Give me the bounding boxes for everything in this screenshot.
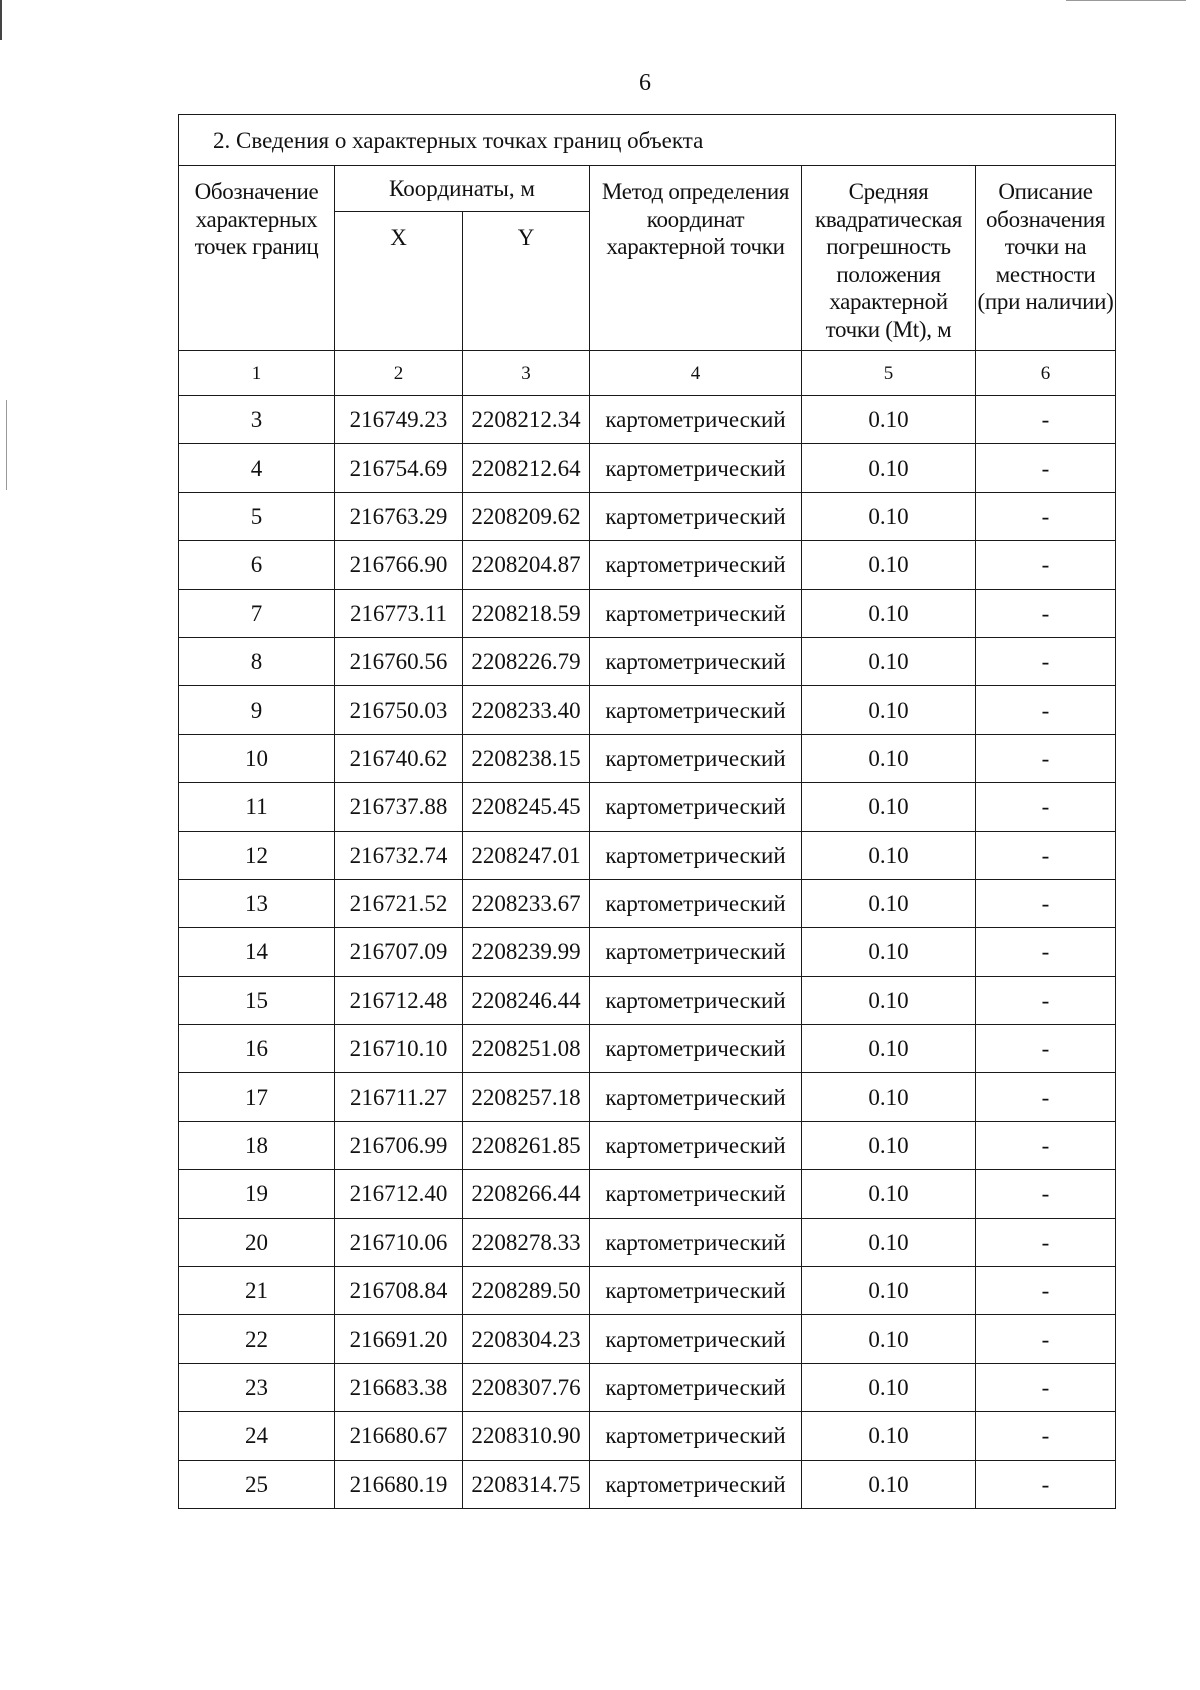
error-cell: 0.10 — [802, 831, 976, 879]
table-row — [179, 1121, 1116, 1169]
x-coordinate-cell: 216712.40 — [335, 1170, 463, 1218]
x-coordinate-cell: 216710.06 — [335, 1218, 463, 1266]
method-cell: картометрический — [590, 928, 802, 976]
point-id-cell: 7 — [179, 589, 335, 637]
error-cell: 0.10 — [802, 879, 976, 927]
table-row — [179, 879, 1116, 927]
table-row — [179, 492, 1116, 540]
error-cell: 0.10 — [802, 396, 976, 444]
y-coordinate-cell: 2208246.44 — [463, 976, 590, 1024]
description-cell: - — [976, 589, 1116, 637]
table-row — [179, 1363, 1116, 1411]
description-cell: - — [976, 1170, 1116, 1218]
description-cell: - — [976, 831, 1116, 879]
error-cell: 0.10 — [802, 1460, 976, 1508]
description-cell: - — [976, 1267, 1116, 1315]
y-coordinate-cell: 2208212.64 — [463, 444, 590, 492]
y-coordinate-cell: 2208239.99 — [463, 928, 590, 976]
method-cell: картометрический — [590, 492, 802, 540]
y-coordinate-cell: 2208278.33 — [463, 1218, 590, 1266]
error-cell: 0.10 — [802, 1267, 976, 1315]
description-cell: - — [976, 444, 1116, 492]
method-cell: картометрический — [590, 783, 802, 831]
y-coordinate-cell: 2208307.76 — [463, 1363, 590, 1411]
x-coordinate-cell: 216691.20 — [335, 1315, 463, 1363]
scan-mark — [1066, 0, 1186, 1]
method-cell: картометрический — [590, 1073, 802, 1121]
x-coordinate-cell: 216754.69 — [335, 444, 463, 492]
method-cell: картометрический — [590, 396, 802, 444]
description-cell: - — [976, 1412, 1116, 1460]
column-number: 2 — [335, 351, 463, 396]
x-coordinate-cell: 216711.27 — [335, 1073, 463, 1121]
method-cell: картометрический — [590, 637, 802, 685]
point-id-cell: 25 — [179, 1460, 335, 1508]
x-coordinate-cell: 216766.90 — [335, 541, 463, 589]
description-cell: - — [976, 734, 1116, 782]
column-number-row — [179, 351, 1116, 396]
x-coordinate-cell: 216773.11 — [335, 589, 463, 637]
table-row — [179, 1315, 1116, 1363]
x-coordinate-cell: 216708.84 — [335, 1267, 463, 1315]
method-cell: картометрический — [590, 1363, 802, 1411]
y-coordinate-cell: 2208261.85 — [463, 1121, 590, 1169]
point-id-cell: 14 — [179, 928, 335, 976]
table-row — [179, 1025, 1116, 1073]
x-coordinate-cell: 216683.38 — [335, 1363, 463, 1411]
table-row — [179, 734, 1116, 782]
description-cell: - — [976, 879, 1116, 927]
description-cell: - — [976, 1073, 1116, 1121]
point-id-cell: 4 — [179, 444, 335, 492]
x-coordinate-cell: 216737.88 — [335, 783, 463, 831]
x-coordinate-cell: 216710.10 — [335, 1025, 463, 1073]
method-cell: картометрический — [590, 444, 802, 492]
table-row — [179, 783, 1116, 831]
error-cell: 0.10 — [802, 1218, 976, 1266]
point-id-cell: 3 — [179, 396, 335, 444]
method-cell: картометрический — [590, 589, 802, 637]
method-cell: картометрический — [590, 1412, 802, 1460]
error-cell: 0.10 — [802, 1412, 976, 1460]
y-coordinate-cell: 2208233.67 — [463, 879, 590, 927]
scan-mark — [6, 400, 7, 490]
x-coordinate-cell: 216740.62 — [335, 734, 463, 782]
error-cell: 0.10 — [802, 637, 976, 685]
y-coordinate-cell: 2208310.90 — [463, 1412, 590, 1460]
error-cell: 0.10 — [802, 1363, 976, 1411]
error-cell: 0.10 — [802, 783, 976, 831]
scan-mark — [0, 0, 2, 40]
y-coordinate-cell: 2208233.40 — [463, 686, 590, 734]
column-number: 5 — [802, 351, 976, 396]
description-cell: - — [976, 1121, 1116, 1169]
method-cell: картометрический — [590, 686, 802, 734]
point-id-cell: 9 — [179, 686, 335, 734]
description-cell: - — [976, 396, 1116, 444]
x-coordinate-cell: 216706.99 — [335, 1121, 463, 1169]
method-cell: картометрический — [590, 831, 802, 879]
x-coordinate-cell: 216760.56 — [335, 637, 463, 685]
y-coordinate-cell: 2208245.45 — [463, 783, 590, 831]
point-id-cell: 12 — [179, 831, 335, 879]
x-coordinate-cell: 216749.23 — [335, 396, 463, 444]
table-row — [179, 396, 1116, 444]
y-coordinate-cell: 2208251.08 — [463, 1025, 590, 1073]
section-title-row — [179, 115, 1116, 166]
table-row — [179, 1073, 1116, 1121]
description-cell: - — [976, 1025, 1116, 1073]
description-cell: - — [976, 1363, 1116, 1411]
description-cell: - — [976, 541, 1116, 589]
method-cell: картометрический — [590, 1267, 802, 1315]
x-coordinate-cell: 216750.03 — [335, 686, 463, 734]
table-row — [179, 831, 1116, 879]
page-number: 6 — [639, 70, 651, 96]
x-coordinate-cell: 216732.74 — [335, 831, 463, 879]
y-coordinate-cell: 2208247.01 — [463, 831, 590, 879]
error-cell: 0.10 — [802, 541, 976, 589]
section-title: 2. Сведения о характерных точках границ объекта — [179, 115, 1116, 166]
description-cell: - — [976, 637, 1116, 685]
point-id-cell: 11 — [179, 783, 335, 831]
header-x: X — [335, 212, 463, 351]
header-method: Метод определения координат характерной точки — [590, 166, 802, 351]
y-coordinate-cell: 2208209.62 — [463, 492, 590, 540]
point-id-cell: 8 — [179, 637, 335, 685]
point-id-cell: 16 — [179, 1025, 335, 1073]
table-row — [179, 1412, 1116, 1460]
header-row — [179, 166, 1116, 212]
x-coordinate-cell: 216680.19 — [335, 1460, 463, 1508]
y-coordinate-cell: 2208289.50 — [463, 1267, 590, 1315]
method-cell: картометрический — [590, 1315, 802, 1363]
table-row — [179, 976, 1116, 1024]
x-coordinate-cell: 216707.09 — [335, 928, 463, 976]
y-coordinate-cell: 2208226.79 — [463, 637, 590, 685]
y-coordinate-cell: 2208218.59 — [463, 589, 590, 637]
table-row — [179, 1170, 1116, 1218]
point-id-cell: 19 — [179, 1170, 335, 1218]
description-cell: - — [976, 783, 1116, 831]
y-coordinate-cell: 2208238.15 — [463, 734, 590, 782]
point-id-cell: 22 — [179, 1315, 335, 1363]
header-description: Описание обозначения точки на местности (при наличии) — [976, 166, 1116, 351]
table-row — [179, 589, 1116, 637]
table-row — [179, 637, 1116, 685]
error-cell: 0.10 — [802, 928, 976, 976]
error-cell: 0.10 — [802, 1025, 976, 1073]
description-cell: - — [976, 1460, 1116, 1508]
table-row — [179, 686, 1116, 734]
description-cell: - — [976, 1218, 1116, 1266]
description-cell: - — [976, 1315, 1116, 1363]
point-id-cell: 17 — [179, 1073, 335, 1121]
table-row — [179, 928, 1116, 976]
description-cell: - — [976, 928, 1116, 976]
column-number: 1 — [179, 351, 335, 396]
point-id-cell: 20 — [179, 1218, 335, 1266]
method-cell: картометрический — [590, 1170, 802, 1218]
y-coordinate-cell: 2208212.34 — [463, 396, 590, 444]
description-cell: - — [976, 686, 1116, 734]
point-id-cell: 23 — [179, 1363, 335, 1411]
error-cell: 0.10 — [802, 686, 976, 734]
method-cell: картометрический — [590, 1218, 802, 1266]
column-number: 4 — [590, 351, 802, 396]
point-id-cell: 5 — [179, 492, 335, 540]
method-cell: картометрический — [590, 734, 802, 782]
method-cell: картометрический — [590, 1121, 802, 1169]
header-coordinates: Координаты, м — [335, 166, 590, 212]
y-coordinate-cell: 2208266.44 — [463, 1170, 590, 1218]
error-cell: 0.10 — [802, 976, 976, 1024]
column-number: 6 — [976, 351, 1116, 396]
table-row — [179, 444, 1116, 492]
header-y: Y — [463, 212, 590, 351]
y-coordinate-cell: 2208304.23 — [463, 1315, 590, 1363]
point-id-cell: 21 — [179, 1267, 335, 1315]
x-coordinate-cell: 216712.48 — [335, 976, 463, 1024]
table-row — [179, 541, 1116, 589]
error-cell: 0.10 — [802, 734, 976, 782]
description-cell: - — [976, 492, 1116, 540]
table-row — [179, 1267, 1116, 1315]
error-cell: 0.10 — [802, 444, 976, 492]
header-error: Средняя квадратическая погрешность положения характерной точки (Mt), м — [802, 166, 976, 351]
error-cell: 0.10 — [802, 1315, 976, 1363]
point-id-cell: 13 — [179, 879, 335, 927]
method-cell: картометрический — [590, 1025, 802, 1073]
point-id-cell: 18 — [179, 1121, 335, 1169]
point-id-cell: 10 — [179, 734, 335, 782]
table-row — [179, 1218, 1116, 1266]
boundary-points-table — [178, 114, 1116, 1509]
description-cell: - — [976, 976, 1116, 1024]
y-coordinate-cell: 2208314.75 — [463, 1460, 590, 1508]
y-coordinate-cell: 2208257.18 — [463, 1073, 590, 1121]
point-id-cell: 15 — [179, 976, 335, 1024]
error-cell: 0.10 — [802, 589, 976, 637]
method-cell: картометрический — [590, 976, 802, 1024]
error-cell: 0.10 — [802, 492, 976, 540]
error-cell: 0.10 — [802, 1073, 976, 1121]
header-designation: Обозначение характерных точек границ — [179, 166, 335, 351]
method-cell: картометрический — [590, 879, 802, 927]
column-number: 3 — [463, 351, 590, 396]
x-coordinate-cell: 216680.67 — [335, 1412, 463, 1460]
point-id-cell: 24 — [179, 1412, 335, 1460]
x-coordinate-cell: 216763.29 — [335, 492, 463, 540]
error-cell: 0.10 — [802, 1170, 976, 1218]
y-coordinate-cell: 2208204.87 — [463, 541, 590, 589]
method-cell: картометрический — [590, 1460, 802, 1508]
x-coordinate-cell: 216721.52 — [335, 879, 463, 927]
method-cell: картометрический — [590, 541, 802, 589]
error-cell: 0.10 — [802, 1121, 976, 1169]
table-row — [179, 1460, 1116, 1508]
point-id-cell: 6 — [179, 541, 335, 589]
